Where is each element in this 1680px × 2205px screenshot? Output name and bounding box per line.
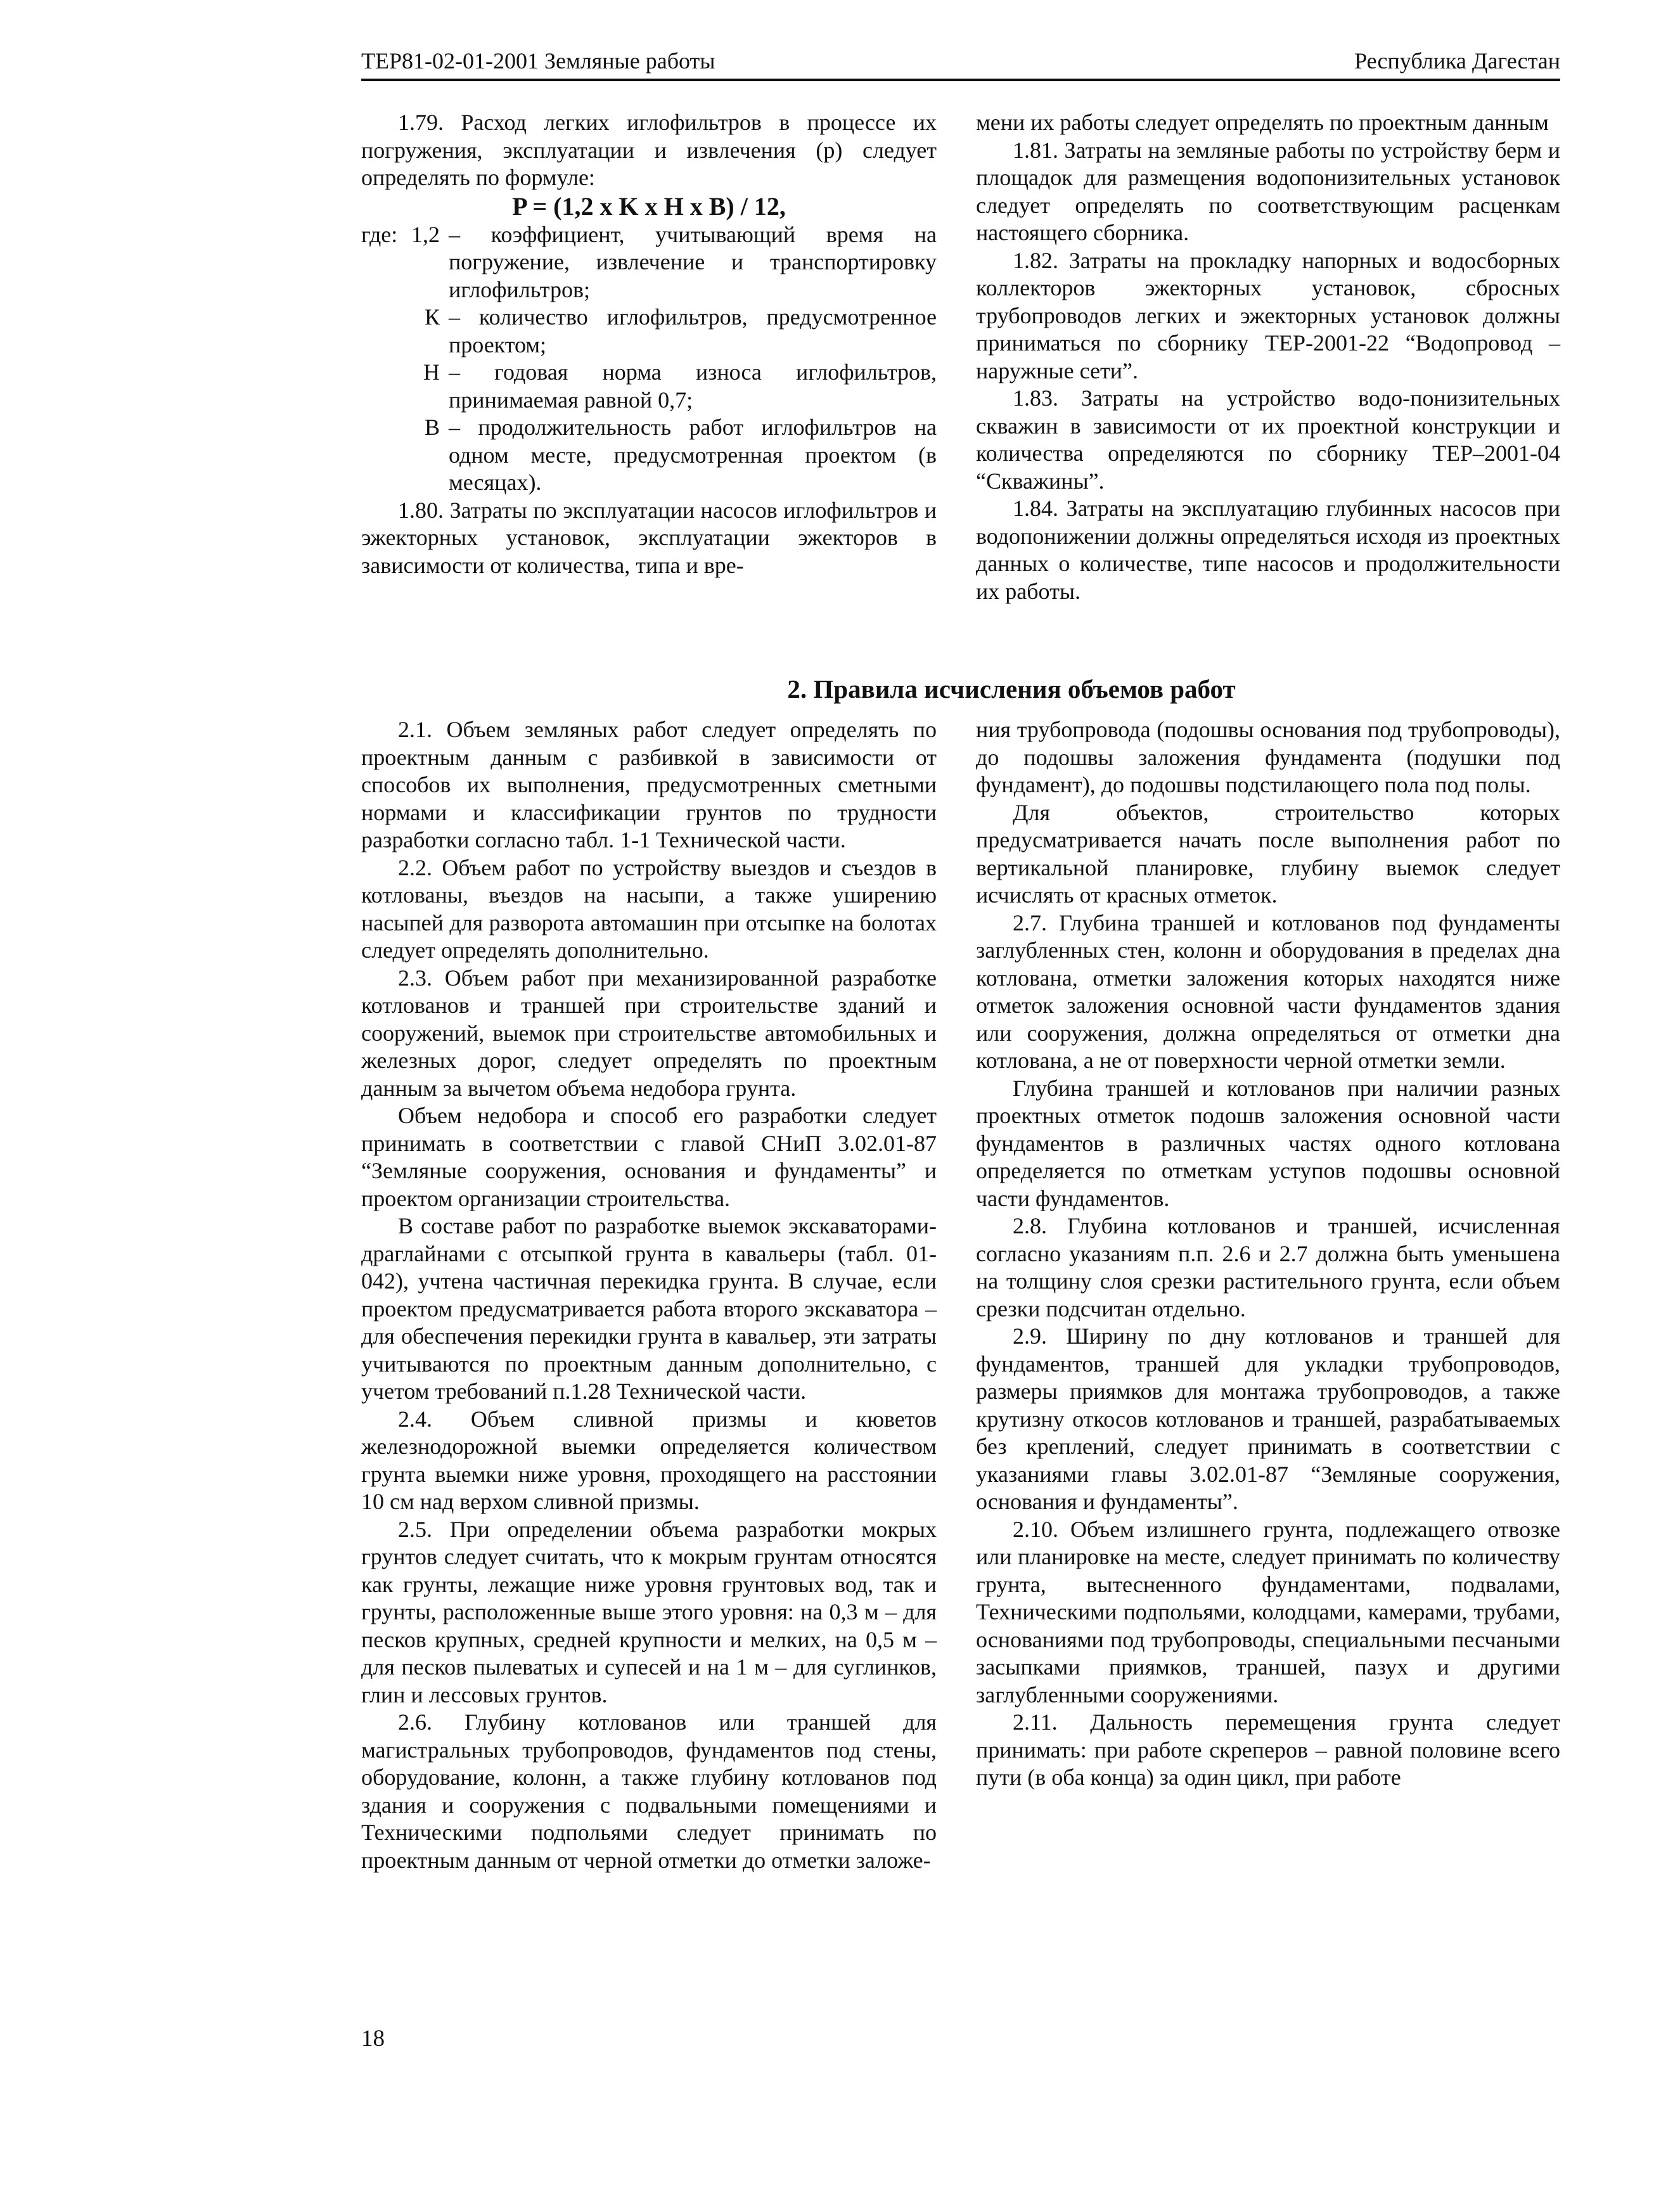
section-title: 2. Правила исчисления объемов работ — [787, 674, 1236, 704]
paragraph: 2.8. Глубина котлованов и траншей, исчисленная согласно указаниям п.п. 2.6 и 2.7 должна быть уменьшена на толщину слоя срезки растительного грунта, если объем срезки подсчитан отдельно. — [976, 1213, 1560, 1321]
definition-item — [406, 359, 937, 414]
paragraph-continued: ния трубопровода (подошвы основания под трубопроводы), до подошвы заложения фундамента (подушки под фундамент), до подошвы подстилающего пола под полы. — [976, 717, 1560, 797]
paragraph-1-81: 1.81. Затраты на земляные работы по устройству берм и площадок для размещения водопонизительных установок следует определять по соответствующим расценкам настоящего сборника. — [976, 137, 1560, 245]
paragraph: 2.10. Объем излишнего грунта, подлежащего отвозке или планировке на месте, следует принимать по количеству грунта, вытесненного фундаментами, подвалами, Техническими подпольями, колодцами, камерами, трубами, основаниями под трубопроводы, специальными песчаными засыпками приямков, траншей, пазух и другими заглубленными сооружениями. — [976, 1516, 1560, 1707]
page-number: 18 — [361, 2026, 385, 2052]
definition-text: – коэффициент, учитывающий время на погружение, извлечение и транспортировку иглофильтров; — [449, 221, 937, 302]
definition-symbol: 1,2 — [411, 221, 440, 247]
definition-symbol: Н — [423, 359, 440, 385]
formula-definitions — [361, 221, 937, 497]
section-left-column — [361, 716, 937, 1874]
where-label: где: — [361, 221, 398, 247]
definition-item — [406, 414, 937, 497]
paragraph: 2.2. Объем работ по устройству выездов и съездов в котлованы, въездов на насыпи, а также уширению насыпей для разворота автомашин при отсыпке на болотах следует определять дополнительно. — [361, 854, 937, 963]
paragraph: Глубина траншей и котлованов при наличии разных проектных отметок подошв заложения основной части фундаментов в различных частях одного котлована определяется по отметкам уступов подошвы основной части фундаментов. — [976, 1075, 1560, 1211]
header-document-code: ТЕР81-02-01-2001 Земляные работы — [361, 48, 715, 74]
paragraph-1-84: 1.84. Затраты на эксплуатацию глубинных насосов при водопонижении должны определяться исходя из проектных данных о количестве, типе насосов и продолжительности их работы. — [976, 496, 1560, 604]
paragraph: 2.1. Объем земляных работ следует определять по проектным данным с разбивкой в зависимости от способов их выполнения, предусмотренных сметными нормами и классификации грунтов по трудности разработки согласно табл. 1-1 Технической части. — [361, 717, 937, 852]
paragraph-1-79: 1.79. Расход легких иглофильтров в процессе их погружения, эксплуатации и извлечения (р) следует определять по формуле: — [361, 110, 937, 190]
paragraph: 2.7. Глубина траншей и котлованов под фундаменты заглубленных стен, колонн и оборудования в пределах дна котлована, отметки заложения которых находятся ниже отметок заложения основной части фундаментов здания или сооружения, должна определяться от отметки дна котлована, а не от поверхности черной отметки земли. — [976, 910, 1560, 1073]
definition-text: – количество иглофильтров, предусмотренное проектом; — [449, 304, 937, 357]
paragraph-1-83: 1.83. Затраты на устройство водо-понизительных скважин в зависимости от их проектной конструкции и количества определяются по сборнику ТЕР–2001-04 “Скважины”. — [976, 385, 1560, 494]
page-header — [361, 43, 1560, 81]
definition-text: – годовая норма износа иглофильтров, принимаемая равной 0,7; — [449, 359, 937, 413]
top-right-column — [976, 109, 1560, 605]
paragraph: Для объектов, строительство которых предусматривается начать после выполнения работ по вертикальной планировке, глубину выемок следует исчислять от красных отметок. — [976, 799, 1560, 908]
paragraph-1-82: 1.82. Затраты на прокладку напорных и водосборных коллекторов эжекторных установок, сбросных трубопроводов легких и эжекторных установок должны приниматься по сборнику ТЕР-2001-22 “Водопровод – наружные сети”. — [976, 247, 1560, 383]
definition-item — [406, 304, 937, 359]
formula: P = (1,2 x K x H x B) / 12, — [512, 191, 786, 221]
definition-text: – продолжительность работ иглофильтров на одном месте, предусмотренная проектом (в месяцах). — [449, 415, 937, 495]
paragraph: 2.5. При определении объема разработки мокрых грунтов следует считать, что к мокрым грунтам относятся как грунты, лежащие ниже уровня грунтовых вод, так и грунты, расположенные выше этого уровня: на 0,3 м – для песков крупных, средней крупности и мелких, на 0,5 м – для песков пылеватых и супесей и на 1 м – для суглинков, глин и лессовых грунтов. — [361, 1516, 937, 1707]
definition-item — [406, 221, 937, 304]
header-region: Республика Дагестан — [1354, 48, 1560, 74]
paragraph: 2.3. Объем работ при механизированной разработке котлованов и траншей при строительстве зданий и сооружений, выемок при строительстве автомобильных и железных дорог, следует определять по проектным данным за вычетом объема недобора грунта. — [361, 965, 937, 1101]
paragraph: В составе работ по разработке выемок экскаваторами-драглайнами с отсыпкой грунта в кавальеры (табл. 01-042), учтена частичная перекидка грунта. В случае, если проектом предусматривается работа второго экскаватора – для обеспечения перекидки грунта в кавальер, эти затраты учитываются по проектным данным дополнительно, с учетом требований п.1.28 Технической части. — [361, 1213, 937, 1404]
paragraph: 2.4. Объем сливной призмы и кюветов железнодорожной выемки определяется количеством грунта выемки ниже уровня, проходящего на расстоянии 10 см над верхом сливной призмы. — [361, 1406, 937, 1514]
paragraph: 2.11. Дальность перемещения грунта следует принимать: при работе скреперов – равной половине всего пути (в оба конца) за один цикл, при работе — [976, 1709, 1560, 1790]
paragraph: 2.9. Ширину по дну котлованов и траншей для фундаментов, траншей для укладки трубопроводов, размеры приямков для монтажа трубопроводов, а также крутизну откосов котлованов и траншей, разрабатываемых без креплений, следует принимать в соответствии с указаниями главы 3.02.01-87 “Земляные сооружения, основания и фундаменты”. — [976, 1323, 1560, 1514]
paragraph-1-80: 1.80. Затраты по эксплуатации насосов иглофильтров и эжекторных установок, эксплуатации эжекторов в зависимости от количества, типа и вре- — [361, 497, 937, 578]
section-right-column — [976, 716, 1560, 1792]
paragraph: 2.6. Глубину котлованов или траншей для магистральных трубопроводов, фундаментов под стены, оборудование, колонн, а также глубину котлованов под здания и сооружения с подвальными помещениями и Техническими подпольями следует принимать по проектным данным от черной отметки до отметки заложе- — [361, 1709, 937, 1873]
definition-symbol: В — [424, 415, 440, 440]
definition-symbol: К — [424, 304, 440, 330]
top-left-column — [361, 109, 937, 579]
paragraph-1-80-continued: мени их работы следует определять по проектным данным — [976, 110, 1549, 135]
paragraph: Объем недобора и способ его разработки следует принимать в соответствии с главой СНиП 3.02.01-87 “Земляные сооружения, основания и фундаменты” и проектом организации строительства. — [361, 1103, 937, 1211]
